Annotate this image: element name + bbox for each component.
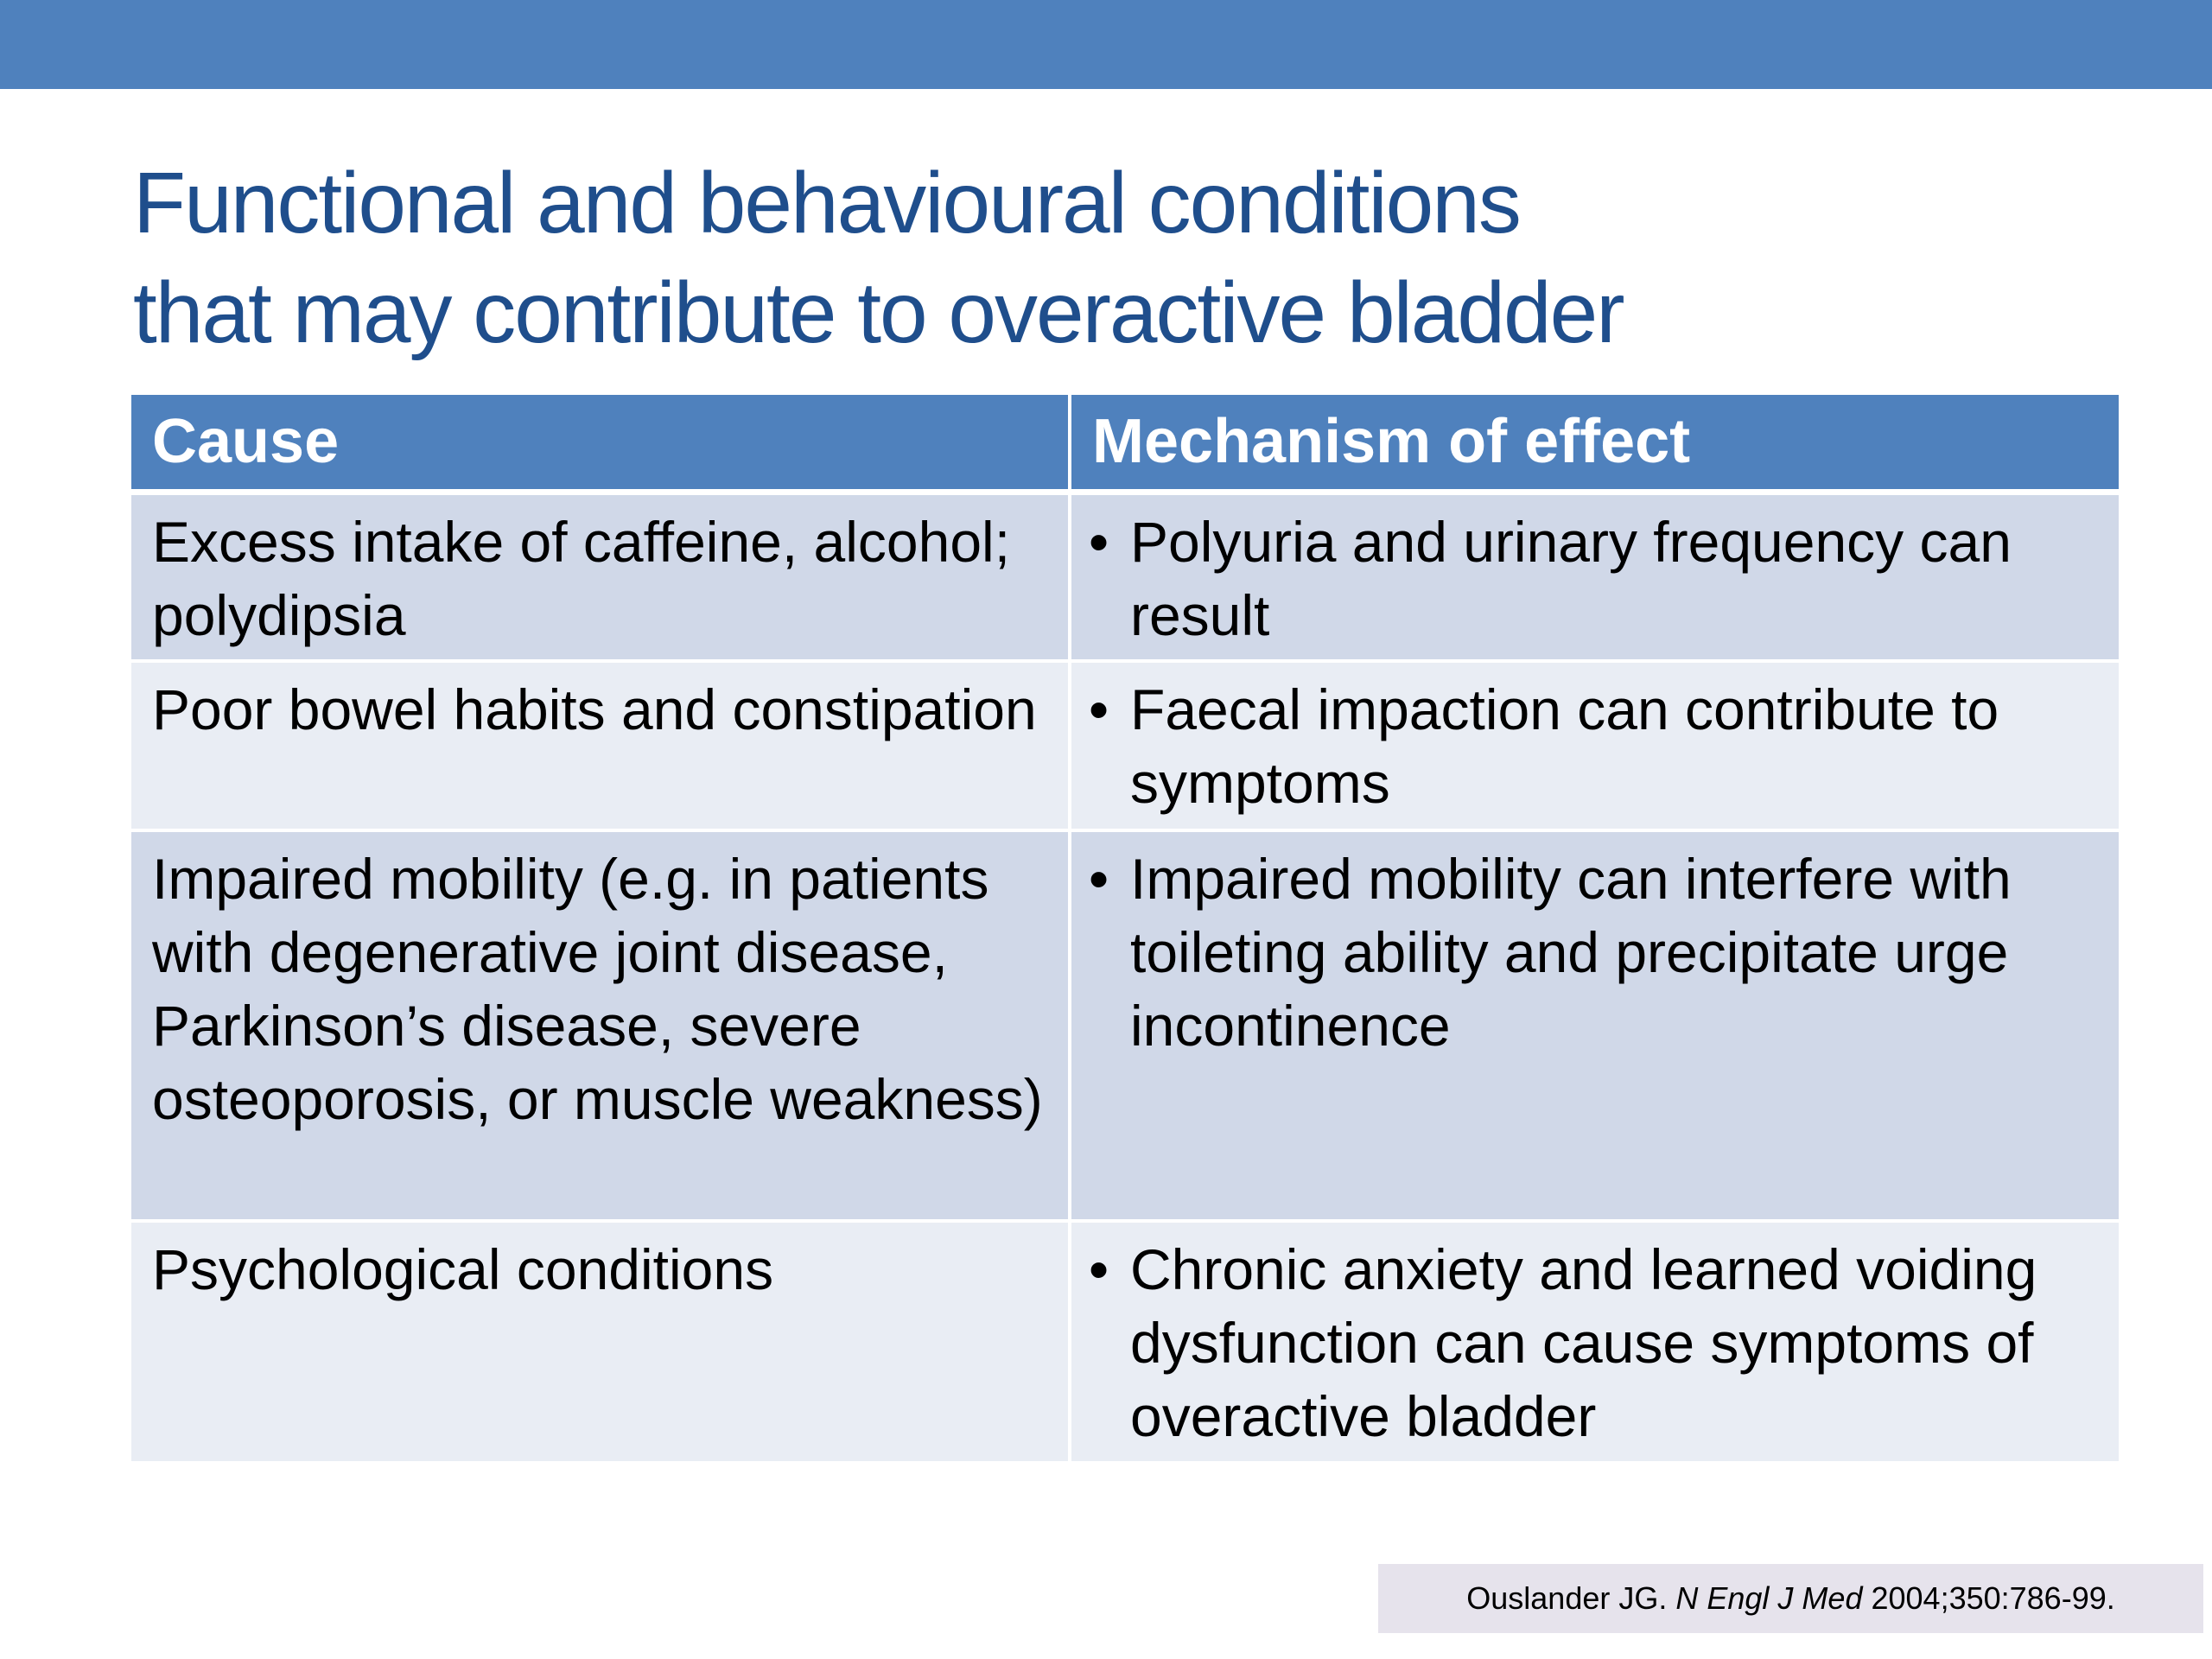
mechanism-cell bbox=[1070, 492, 2119, 661]
mechanism-text: Faecal impaction can contribute to symptoms bbox=[1130, 677, 1999, 815]
mechanism-bullet-item bbox=[1089, 673, 2101, 820]
citation-journal: N Engl J Med bbox=[1675, 1580, 1863, 1616]
conditions-table bbox=[131, 395, 2119, 1465]
header-bar bbox=[0, 0, 2212, 89]
table-header-row bbox=[131, 395, 2119, 492]
mechanism-bullet-item bbox=[1089, 1233, 2101, 1453]
citation-details: 2004;350:786-99. bbox=[1871, 1580, 2115, 1616]
bullet-icon: • bbox=[1089, 1237, 1109, 1301]
cause-cell bbox=[131, 830, 1070, 1221]
bullet-icon: • bbox=[1089, 847, 1109, 911]
column-header-cause: Cause bbox=[131, 395, 1070, 492]
citation bbox=[1378, 1564, 2203, 1633]
cause-cell bbox=[131, 1221, 1070, 1463]
slide-title-line-1: Functional and behavioural conditions bbox=[133, 155, 1520, 251]
cause-cell bbox=[131, 661, 1070, 830]
table-row bbox=[131, 830, 2119, 1221]
bullet-icon: • bbox=[1089, 677, 1109, 741]
table-row bbox=[131, 661, 2119, 830]
citation-author: Ouslander JG. bbox=[1466, 1580, 1668, 1616]
cause-text: Poor bowel habits and constipation bbox=[152, 677, 1037, 741]
slide-title-line-2: that may contribute to overactive bladder bbox=[133, 264, 1624, 361]
cause-text: Impaired mobility (e.g. in patients with degenerative joint disease, Parkinson’s disease, severe osteoporosis, or muscle weakness) bbox=[152, 847, 1043, 1131]
cause-cell bbox=[131, 492, 1070, 661]
mechanism-text: Chronic anxiety and learned voiding dysfunction can cause symptoms of overactive bladder bbox=[1130, 1237, 2037, 1448]
table-row bbox=[131, 492, 2119, 661]
mechanism-cell bbox=[1070, 1221, 2119, 1463]
cause-text: Excess intake of caffeine, alcohol; polydipsia bbox=[152, 509, 1011, 647]
cause-text: Psychological conditions bbox=[152, 1237, 774, 1301]
mechanism-cell bbox=[1070, 830, 2119, 1221]
table-row bbox=[131, 1221, 2119, 1463]
mechanism-bullet-item bbox=[1089, 842, 2101, 1063]
mechanism-bullet-item bbox=[1089, 505, 2101, 652]
mechanism-cell bbox=[1070, 661, 2119, 830]
column-header-mechanism: Mechanism of effect bbox=[1070, 395, 2119, 492]
mechanism-text: Impaired mobility can interfere with toileting ability and precipitate urge incontinence bbox=[1130, 847, 2012, 1058]
slide-title bbox=[133, 149, 2034, 368]
bullet-icon: • bbox=[1089, 509, 1109, 574]
mechanism-text: Polyuria and urinary frequency can result bbox=[1130, 509, 2012, 647]
